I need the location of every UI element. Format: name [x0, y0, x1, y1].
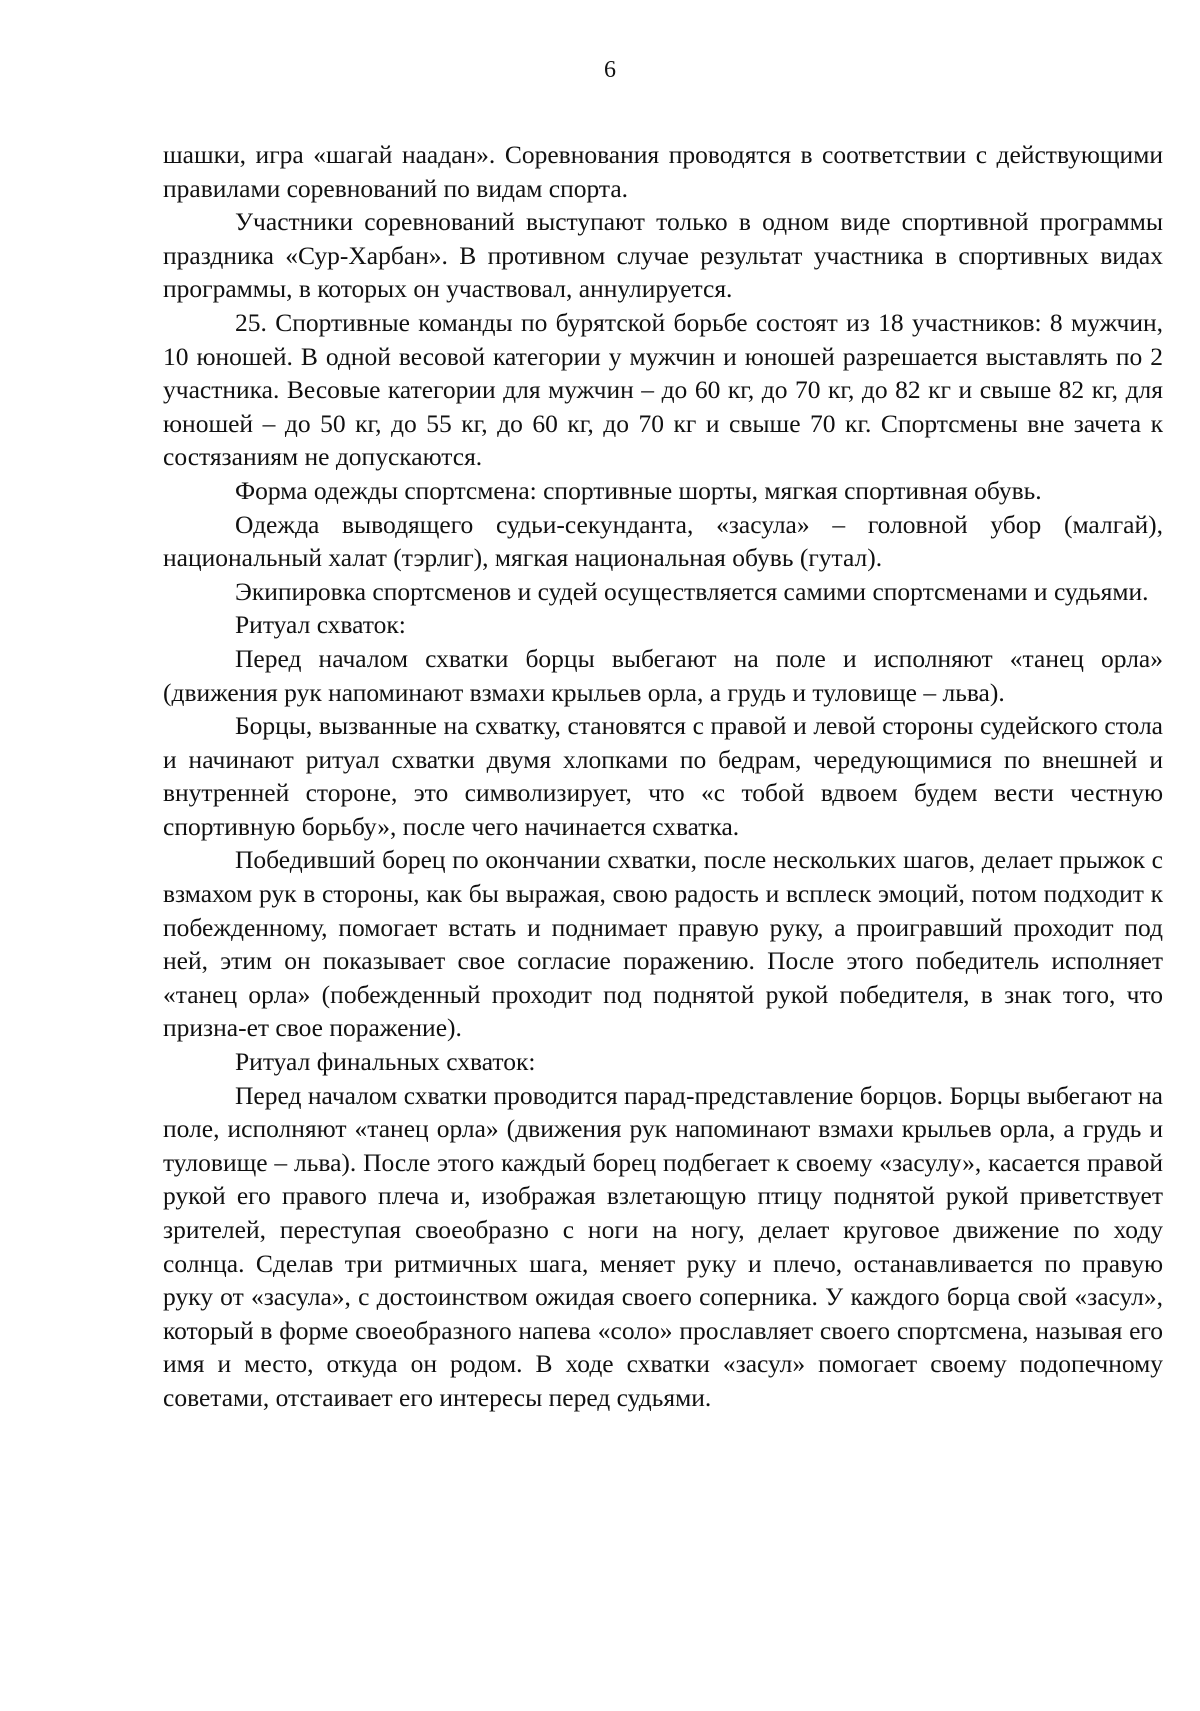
paragraph-judge-clothing: Одежда выводящего судьи-секунданта, «засула» – головной убор (малгай), национальный халат (тэрлиг), мягкая национальная обувь (гутал). — [163, 509, 1163, 573]
paragraph-eagle-dance: Перед началом схватки борцы выбегают на поле и исполняют «танец орла» (движения рук напоминают взмахи крыльев орла, а грудь и туловище – льва). — [163, 643, 1163, 707]
paragraph-equipment: Экипировка спортсменов и судей осуществляется самими спортсменами и судьями. — [235, 576, 1149, 606]
paragraph-ritual-heading: Ритуал схваток: — [235, 610, 406, 640]
paragraph-bout-start: Борцы, вызванные на схватку, становятся с правой и левой стороны судейского стола и начинают ритуал схватки двумя хлопками по бедрам, чередующимися по внешней и внутренней стороне, это символизирует, что «с тобой вдвоем будем вести честную спортивную борьбу», после чего начинается схватка. — [163, 711, 1163, 841]
paragraph-intro-continuation: шашки, игра «шагай наадан». Соревнования проводятся в соответствии с действующими правилами соревнований по видам спорта. — [163, 140, 1163, 203]
paragraph-item-25: 25. Спортивные команды по бурятской борьбе состоят из 18 участников: 8 мужчин, 10 юношей. В одной весовой категории у мужчин и юношей разрешается выставлять по 2 участника. Весовые категории для мужчин – до 60 кг, до 70 кг, до 82 кг и свыше 82 кг, для юношей – до 50 кг, до 55 кг, до 60 кг, до 70 кг и свыше 70 кг. Спортсмены вне зачета к состязаниям не допускаются. — [163, 307, 1163, 472]
document-body — [163, 138, 1163, 1415]
paragraph-final-parade: Перед началом схватки проводится парад-представление борцов. Борцы выбегают на поле, исполняют «танец орла» (движения рук напоминают взмахи крыльев орла, а грудь и туловище – льва). После этого каждый борец подбегает к своему «засулу», касается правой рукой его правого плеча и, изображая взлетающую птицу поднятой рукой приветствует зрителей, переступая своеобразно с ноги на ногу, делает круговое движение по ходу солнца. Сделав три ритмичных шага, меняет руку и плечо, останавливается по правую руку от «засула», с достоинством ожидая своего соперника. У каждого борца свой «засул», который в форме своеобразного напева «соло» прославляет своего спортсмена, называя его имя и место, откуда он родом. В ходе схватки «засул» помогает своему подопечному советами, отстаивает его интересы перед судьями. — [163, 1080, 1163, 1412]
paragraph-athlete-uniform: Форма одежды спортсмена: спортивные шорты, мягкая спортивная обувь. — [235, 475, 1042, 505]
paragraph-final-ritual-heading: Ритуал финальных схваток: — [235, 1047, 536, 1077]
paragraph-winner-ritual: Победивший борец по окончании схватки, после нескольких шагов, делает прыжок с взмахом рук в стороны, как бы выражая, свою радость и всплеск эмоций, потом подходит к побежденному, помогает встать и поднимает правую руку, а проигравший проходит под ней, этим он показывает свое согласие поражению. После этого победитель исполняет «танец орла» (побежденный проходит под поднятой рукой победителя, в знак того, что призна-ет свое поражение). — [163, 845, 1163, 1043]
paragraph-participants: Участники соревнований выступают только в одном виде спортивной программы праздника «Сур-Харбан». В противном случае результат участника в спортивных видах программы, в которых он участвовал, аннулируется. — [163, 207, 1163, 304]
page-number: 6 — [604, 57, 616, 83]
